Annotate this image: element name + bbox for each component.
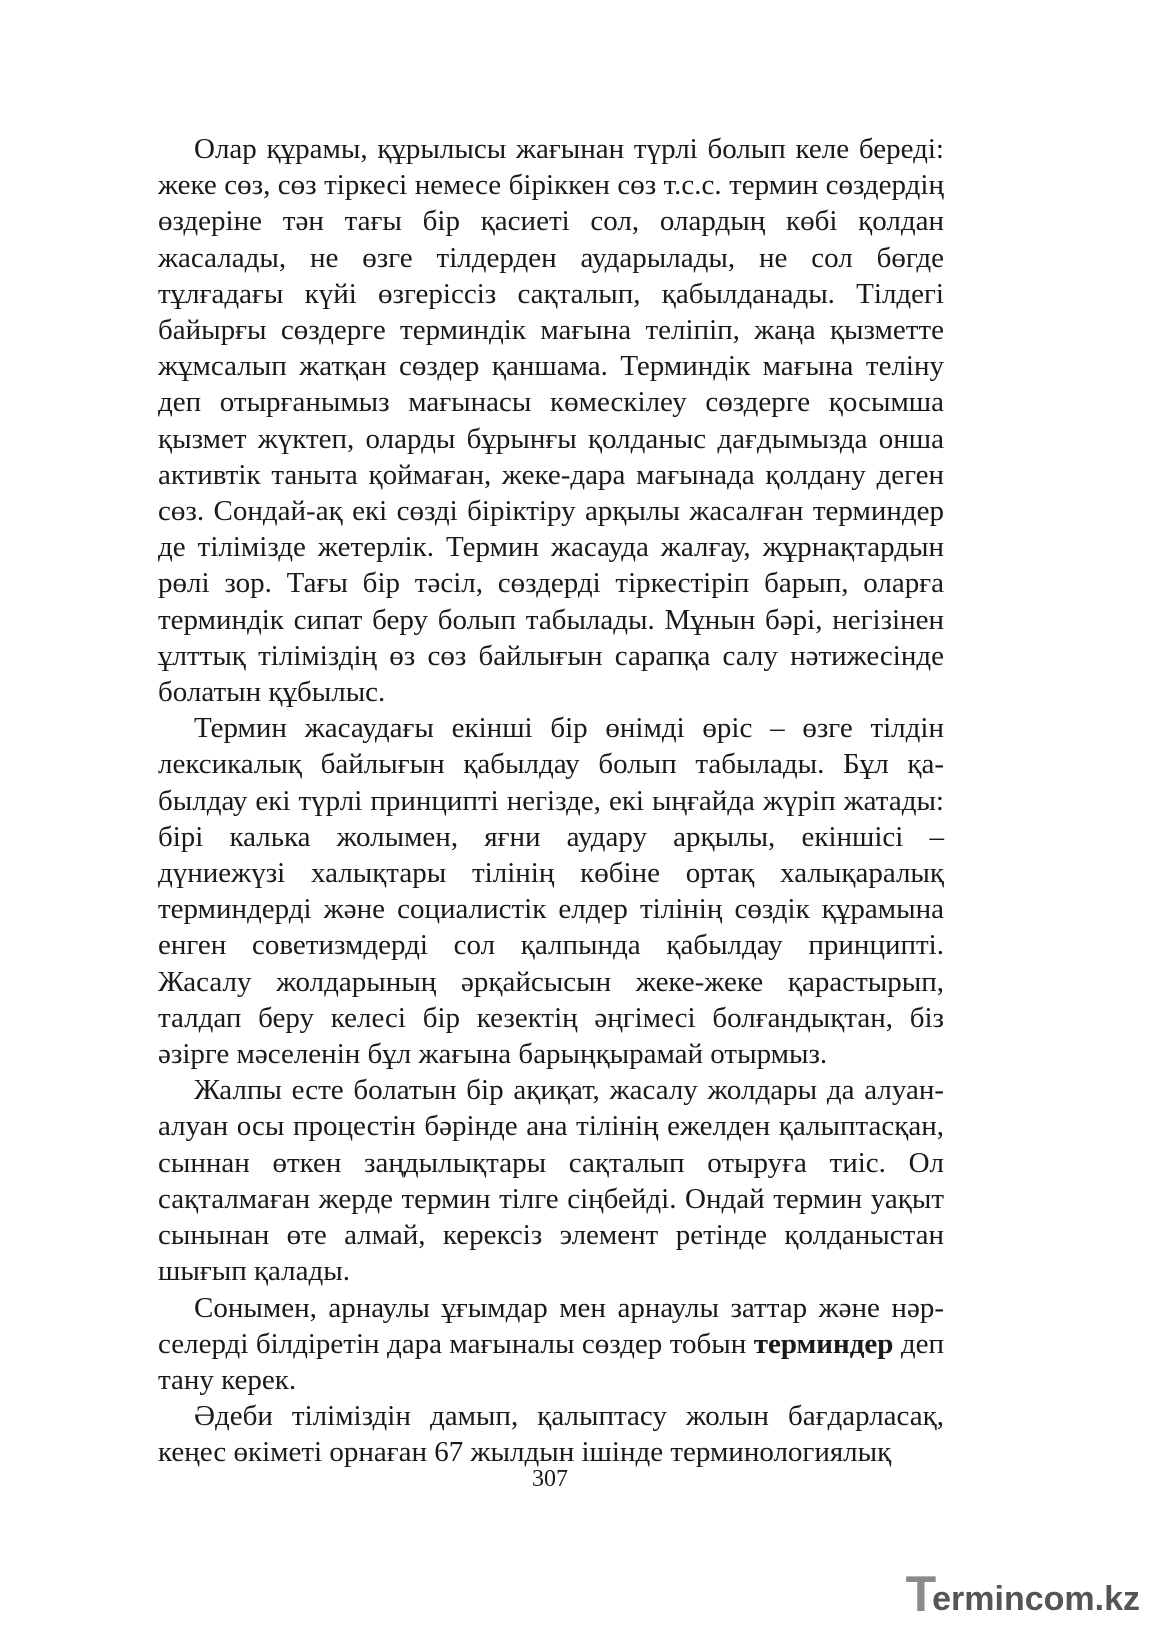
page-number: 307 bbox=[532, 1466, 568, 1492]
watermark-text: ermincom.kz bbox=[932, 1580, 1140, 1618]
paragraph-3-text: Жалпы есте болатын бір ақиқат, жасалу жолдары да алуан-алуан осы процестін бәрінде ана тілінің ежелден қалыптасқан, сыннан өткен заңдылықтары сақталып отыруға тиіс. Ол сақталмаған жерде термин тілге сіңбейді. Ондай термин уақыт сынынан өте алмай, керексіз элемент ретінде қолданыстан шығып қалады. bbox=[158, 1074, 944, 1288]
paragraph-3 bbox=[158, 1072, 944, 1289]
page-body bbox=[158, 131, 944, 1471]
paragraph-2 bbox=[158, 710, 944, 1072]
paragraph-2-text: Термин жасаудағы екінші бір өнімді өріс – өзге тілдін лексикалық байлығын қабылдау болып табылады. Бұл қабылдау екі түрлі принципті негізде, екі ыңғайда жүріп жатады: бірі калька жолымен, яғни аудару арқылы, екіншісі – дүниежүзі халықтары тілінің көбіне ортақ халықаралық терминдерді және социалистік елдер тілінің сөздік құрамына енген советизмдерді сол қалпында қабылдау принципті. Жасалу жолдарының әрқайсысын жеке-жеке қарастырып, талдап беру келесі бір кезектің әңгімесі болғандықтан, біз әзірге мәселенін бұл жағына барыңқырамай отырмыз. bbox=[158, 712, 944, 1071]
paragraph-1 bbox=[158, 131, 944, 710]
paragraph-1-text: Олар құрамы, құрылысы жағынан түрлі болып келе береді: жеке сөз, сөз тіркесі немесе біріккен сөз т.с.с. термин сөздердің өздеріне тән тағы бір қасиеті сол, олардың көбі қолдан жасалады, не өзге тілдерден аударылады, не сол бөгде тұлғадағы күйі өзгеріссіз сақталып, қабылданады. Тілдегі байырғы сөздерге терминдік мағына теліпіп, жаңа қызметте жұмсалып жатқан сөздер қаншама. Терминдік мағына теліну деп отырғанымыз мағынасы көмескілеу сөздерге қосымша қызмет жүктеп, оларды бұрынғы қолданыс дағдымызда онша активтік танытa қоймаған, жеке-дара мағынада қолдану деген сөз. Сондай-ақ екі сөзді біріктіру арқылы жасалған терминдер де тілімізде жетерлік. Термин жасауда жалғау, жұрнақтардын рөлі зор. Тағы бір тәсіл, сөздерді тіркестіріп барып, оларға терминдік сипат беру болып табылады. Мұнын бәрі, негізінен ұлттық тіліміздің өз сөз байлығын сарапқа салу нәтижесінде болатын құбылыс. bbox=[158, 133, 944, 709]
paragraph-4 bbox=[158, 1290, 944, 1399]
paragraph-5-text: Әдеби тіліміздін дамып, қалыптасу жолын бағдарласақ, кеңес өкіметі орнаған 67 жылдын ішінде терминологиялық bbox=[158, 1400, 944, 1469]
paragraph-4-text-end: деп тану керек. bbox=[158, 1327, 944, 1396]
watermark-initial: T bbox=[905, 1566, 937, 1622]
bold-term: терминдер bbox=[753, 1327, 894, 1360]
paragraph-4-text-start: Сонымен, арнаулы ұғымдар мен арнаулы заттар және нәрселерді білдіретін дара мағыналы сөздер тобын bbox=[158, 1291, 944, 1360]
watermark-logo bbox=[905, 1565, 1140, 1622]
paragraph-5 bbox=[158, 1398, 944, 1470]
